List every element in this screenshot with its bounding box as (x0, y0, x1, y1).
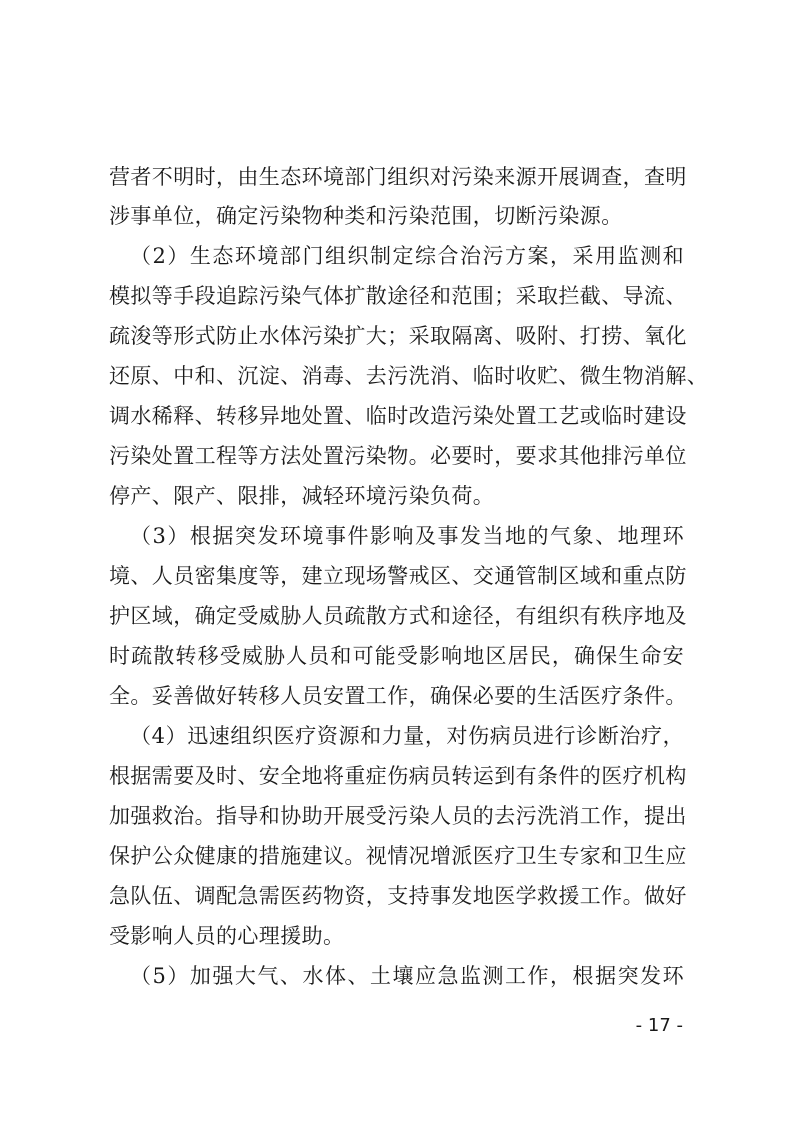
paragraph-line: （4）迅速组织医疗资源和力量，对伤病员进行诊断治疗， (130, 724, 684, 748)
paragraph-line: （2）生态环境部门组织制定综合治污方案，采用监测和 (130, 244, 684, 268)
paragraph-line: （5）加强大气、水体、土壤应急监测工作，根据突发环 (130, 964, 684, 988)
paragraph-line: 保护公众健康的措施建议。视情况增派医疗卫生专家和卫生应 (109, 844, 687, 868)
paragraph-line: 护区域，确定受威胁人员疏散方式和途径，有组织有秩序地及 (109, 604, 687, 628)
paragraph-line: 污染处置工程等方法处置污染物。必要时，要求其他排污单位 (109, 444, 687, 468)
paragraph-line: 停产、限产、限排，减轻环境污染负荷。 (109, 484, 495, 508)
paragraph-line: 全。妥善做好转移人员安置工作，确保必要的生活医疗条件。 (109, 684, 687, 708)
paragraph-line: 加强救治。指导和协助开展受污染人员的去污洗消工作，提出 (109, 804, 687, 828)
paragraph-line: 调水稀释、转移异地处置、临时改造污染处置工艺或临时建设 (109, 404, 687, 428)
paragraph-line: 境、人员密集度等，建立现场警戒区、交通管制区域和重点防 (109, 564, 687, 588)
paragraph-line: 疏浚等形式防止水体污染扩大；采取隔离、吸附、打捞、氧化 (109, 324, 687, 348)
paragraph-line: 还原、中和、沉淀、消毒、去污洗消、临时收贮、微生物消解、 (109, 364, 709, 388)
paragraph-line: （3）根据突发环境事件影响及事发当地的气象、地理环 (130, 524, 684, 548)
paragraph-line: 根据需要及时、安全地将重症伤病员转运到有条件的医疗机构 (109, 764, 687, 788)
paragraph-line: 模拟等手段追踪污染气体扩散途径和范围；采取拦截、导流、 (109, 284, 687, 308)
paragraph-line: 时疏散转移受威胁人员和可能受影响地区居民，确保生命安 (109, 644, 684, 668)
paragraph-line: 受影响人员的心理援助。 (109, 924, 345, 948)
paragraph-line: 急队伍、调配急需医药物资，支持事发地医学救援工作。做好 (109, 884, 687, 908)
paragraph-line: 营者不明时，由生态环境部门组织对污染来源开展调查，查明 (109, 165, 687, 189)
page-number: - 17 - (635, 1015, 683, 1036)
paragraph-line: 涉事单位，确定污染物种类和污染范围，切断污染源。 (109, 204, 623, 228)
